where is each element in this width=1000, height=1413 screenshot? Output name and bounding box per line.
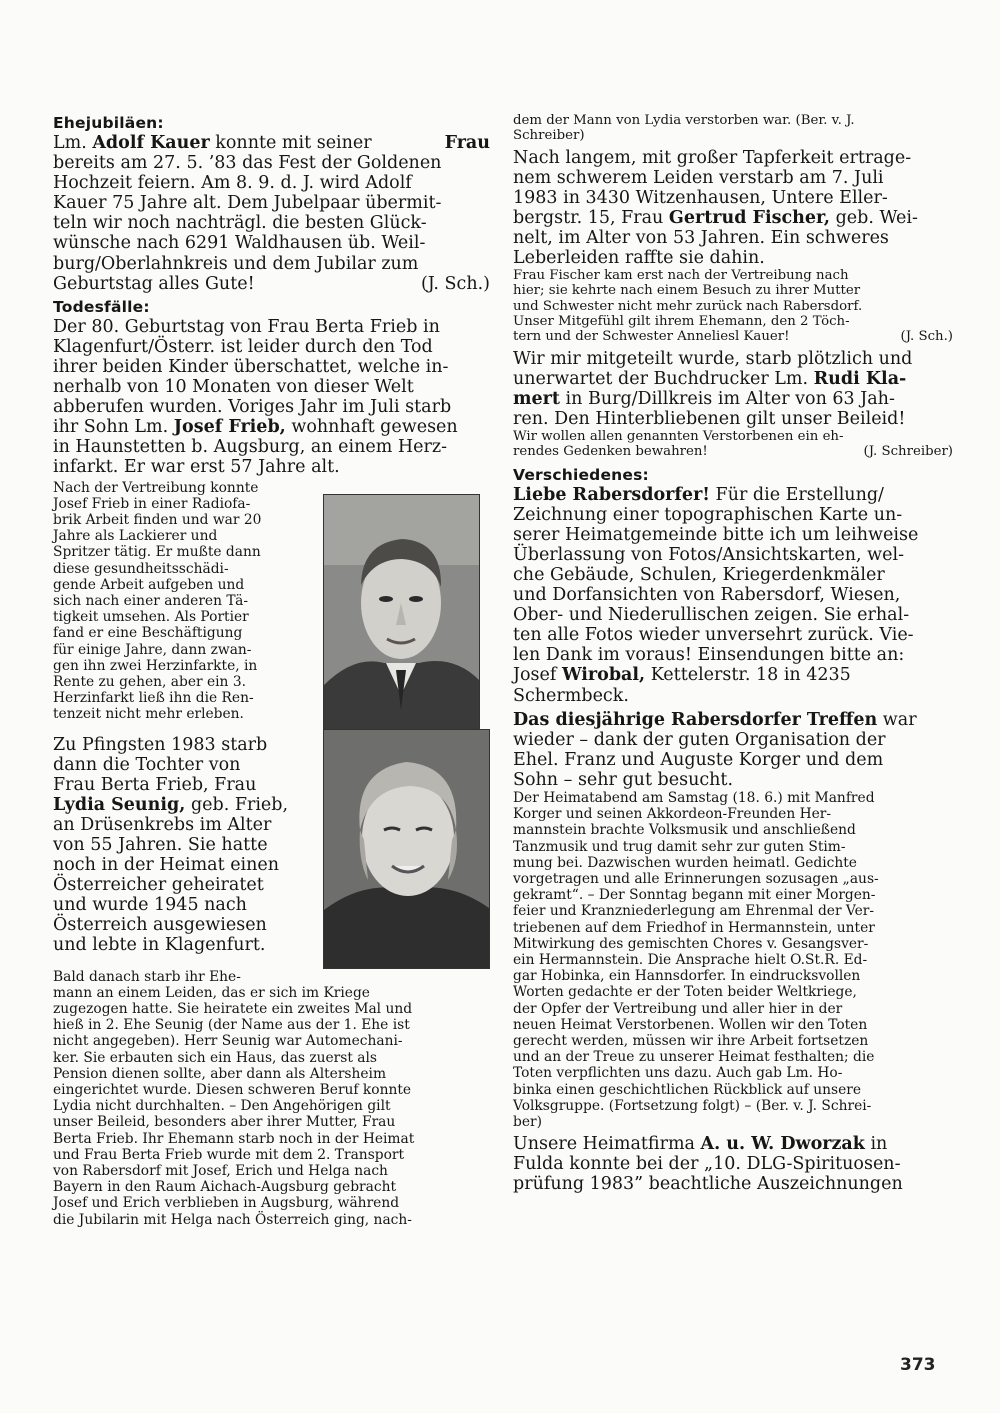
heimatabend-paragraph: Der Heimatabend am Samstag (18. 6.) mit Manfred Korger und seinen Akkordeon-Freunden Her- mannstein brachte Volksmusik und anschließend Tanzmusik und trug damit sehr zur guten Stim- mung bei. Dazwischen wurden heimatl. Gedichte vorgetragen und alle Erinnerungen sozusagen „aus- gekramt“. – Der Sonntag begann mit einer Morgen- feier und Kranzniederlegung am Ehrenmal der Ver- triebenen auf dem Friedhof in Hermannstein, unter Mitwirkung des gemischten Chores v. Gesangsver- ein Hermannstein. Die Ansprache hielt O.St.R. Ed- gar Hobinka, ein Hannsdorfer. In eindrucksvollen Worten gedachte er der Toten beider Weltkriege, der Opfer der Vertreibung und aller hier in der neuen Heimat Verstorbenen. Wollen wir den Toten gerecht werden, müssen wir ihre Arbeit fortsetzen und an der Treue zu unserer Heimat festhalten; die Toten verpflichten uns dazu. Auch gab Lm. Ho- binka einen geschichtlichen Rückblick auf unsere Volksgruppe. (Fortsetzung folgt) – (Ber. v. J. Schrei- ber) <box>513 790 879 1131</box>
lydia-seunig-paragraph: Zu Pfingsten 1983 starb dann die Tochter von Frau Berta Frieb, Frau Lydia Seunig, geb. Frieb, an Drüsenkrebs im Alter von 55 Jahren. Sie hatte noch in der Heimat einen Österreicher geheiratet und wurde 1945 nach Österreich ausgewiesen und lebte in Klagenfurt. <box>53 734 289 956</box>
josef-frieb-paragraph: Nach der Vertreibung konnte Josef Frieb in einer Radiofa- brik Arbeit finden und war 20 Jahre als Lackierer und Spritzer tätig. Er mußte dann diese gesundheitsschädi- gende Arbeit aufgeben und sich nach einer anderen Tä- tigkeit umsehen. Als Portier fand er eine Beschäftigung für einige Jahre, dann zwan- gen ihn zwei Herzinfarkte, in Rente zu gehen, aber ein 3. Herzinfarkt ließ ihn die Ren- tenzeit nicht mehr erleben. <box>53 479 262 723</box>
josef-block <box>53 480 490 732</box>
lydia-block <box>53 735 490 969</box>
heading-todesfaelle: Todesfälle: <box>53 297 150 316</box>
treffen-paragraph: Das diesjährige Rabersdorfer Treffen war wieder – dank der guten Organisation der Ehel. Franz und Auguste Korger und dem Sohn – sehr gut besucht. <box>513 709 917 790</box>
heading-ehejubilaeen: Ehejubiläen: <box>53 114 164 132</box>
klamert-paragraph: Wir mir mitgeteilt wurde, starb plötzlich und unerwartet der Buchdrucker Lm. Rudi Kla- mert in Burg/Dillkreis im Alter von 63 Jah- ren. Den Hinterbliebenen gilt unser Beileid! <box>513 348 913 429</box>
right-column <box>513 113 953 1195</box>
lydia-seunig-portrait <box>323 729 490 969</box>
ehejubilaeen-paragraph: Lm. Adolf Kauer konnte mit seiner Frau bereits am 27. 5. ’83 das Fest der Goldenen Hochzeit feiern. Am 8. 9. d. J. wird Adolf Kauer 75 Jahre alt. Dem Jubelpaar übermit- teln wir noch nachträgl. die besten Glück- wünsche nach 6291 Waldhausen üb. Weil- burg/Oberlahnkreis und dem Jubilar zum Geburtstag alles Gute! (J. Sch.) <box>53 133 490 294</box>
continuation-paragraph: dem der Mann von Lydia verstorben war. (Ber. v. J. Schreiber) <box>513 113 855 144</box>
heading-verschiedenes: Verschiedenes: <box>513 465 649 484</box>
gedenken-paragraph: Wir wollen allen genannten Verstorbenen ein eh- rendes Gedenken bewahren! (J. Schreiber) <box>513 429 953 460</box>
dworzak-paragraph: Unsere Heimatfirma A. u. W. Dworzak in Fulda konnte bei der „10. DLG-Spirituosen- prüfung 1983” beachtliche Auszeichnungen <box>513 1134 903 1195</box>
bald-danach-paragraph: Bald danach starb ihr Ehe- mann an einem Leiden, das er sich im Kriege zugezogen hatte. Sie heiratete ein zweites Mal und hieß in 2. Ehe Seunig (der Name aus der 1. Ehe ist nicht angegeben). Herr Seunig war Automechani- ker. Sie erbauten sich ein Haus, das zuerst als Pension dienen sollte, aber dann als Altersheim eingerichtet wurde. Diesen schweren Beruf konnte Lydia nicht durchhalten. – Den Angehörigen gilt unser Beileid, besonders aber ihrer Mutter, Frau Berta Frieb. Ihr Ehemann starb noch in der Heimat und Frau Berta Frieb wurde mit dem 2. Transport von Rabersdorf mit Josef, Erich und Helga nach Bayern in den Raum Aichach-Augsburg gebracht Josef und Erich verblieben in Augsburg, während die Jubilarin mit Helga nach Österreich ging, nach- <box>53 968 415 1228</box>
liebe-rabersdorfer-paragraph: Liebe Rabersdorfer! Für die Erstellung/ Zeichnung einer topographischen Karte un- serer Heimatgemeinde bitte ich um leihweise Überlassung von Fotos/Ansichtskarten, wel- che Gebäude, Schulen, Kriegerdenkmäler und Dorfansichten von Rabersdorf, Wiesen, Ober- und Niederullischen zeigen. Sie erhal- ten alle Fotos wieder unversehrt zurück. Vie- len Dank im voraus! Einsendungen bitte an: Josef Wirobal, Kettelerstr. 18 in 4235 Schermbeck. <box>513 484 919 706</box>
fischer-paragraph: Nach langem, mit großer Tapferkeit ertrage- nem schwerem Leiden verstarb am 7. Juli 1983 in 3430 Witzenhausen, Untere Eller- bergstr. 15, Frau Gertrud Fischer, geb. Wei- nelt, im Alter von 53 Jahren. Ein schweres Leberleiden raffte sie dahin. <box>513 147 918 269</box>
josef-frieb-portrait <box>323 494 480 732</box>
fischer-small-paragraph: Frau Fischer kam erst nach der Vertreibung nach hier; sie kehrte nach einem Besuch zu ihrer Mutter und Schwester nicht mehr zurück nach Rabersdorf. Unser Mitgefühl gilt ihrem Ehemann, den 2 Töch- tern und der Schwester Anneliesl Kauer! (J. Sch.) <box>513 268 953 345</box>
left-column <box>53 114 490 1228</box>
page-number: 373 <box>900 1355 936 1375</box>
todesfaelle-paragraph: Der 80. Geburtstag von Frau Berta Frieb in Klagenfurt/Österr. ist leider durch den Tod ihrer beiden Kinder überschattet, welche in- nerhalb von 10 Monaten von dieser Welt abberufen wurden. Voriges Jahr im Juli starb ihr Sohn Lm. Josef Frieb, wohnhaft gewesen in Haunstetten b. Augsburg, an einem Herz- infarkt. Er war erst 57 Jahre alt. <box>53 316 458 478</box>
